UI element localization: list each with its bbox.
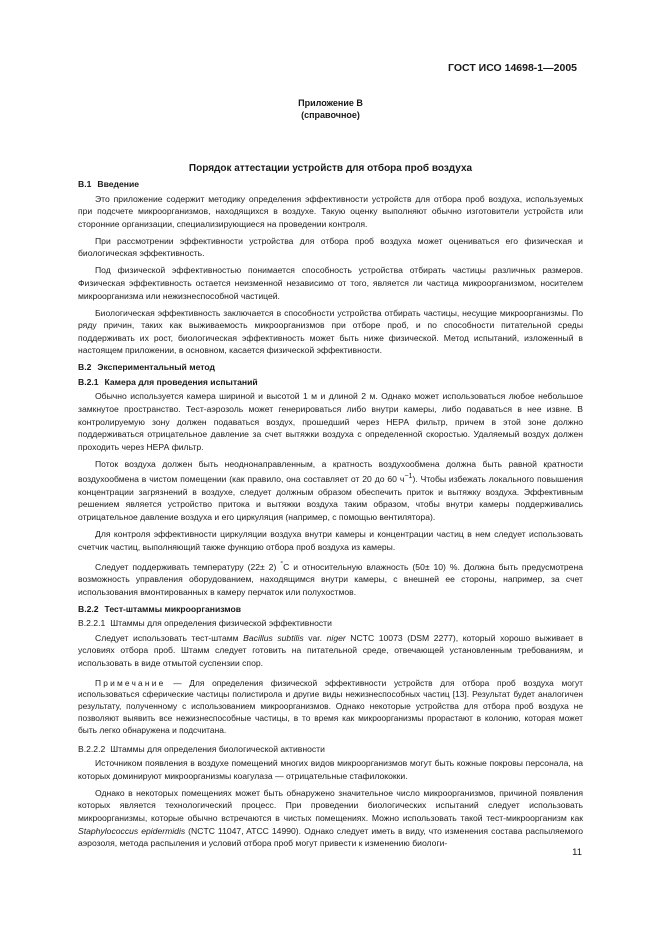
annex-kind: (справочное) [301,110,360,120]
paragraph: Обычно используется камера шириной и высотой 1 м и длиной 2 м. Однако может использоваться любое небольшое замкнутое пространство. Тест-аэрозоль может генерироваться либо внутри камеры, либо подаваться в нее извне. В контролируемую зону должен подаваться воздух, прошедший через НЕРА фильтр, причем в этой зоне должно поддерживаться отрицательное давление за счет вытяжки воздуха с определенной скоростью. Удаляемый воздух должен проходить через НЕРА фильтр. [78,391,583,452]
paragraph: Следует поддерживать температуру (22± 2) °С и относительную влажность (50± 10) %. Должна быть предусмотрена возможность управления оборудованием, находящимся внутри камеры, с внешней ее стороны, например, за счет использования вмонтированных в камеру перчаток или полухостмов. [78,559,583,597]
paragraph: Следует использовать тест-штамм Bacillus subtilis var. niger NCTC 10073 (DSM 2277), который хорошо выживает в условиях отбора проб. Штамм следует готовить на питательной среде, отвечающей установленным требованиям, и использовать в виде отмытой суспензии спор. [78,632,583,669]
annex-heading [0,97,661,121]
paragraph: Поток воздуха должен быть неоднонаправленным, а кратность воздухообмена должна быть равной кратности воздухообмена в чистом помещении (как правило, она составляет от 20 до 60 $ч^{-1}$). Чтобы избежать локального повышения концентрации загрязнений в воздухе, следует должным образом обеспечить приток и вытяжку воздуха. Эффективным решением является устройство притока и вытяжки воздуха таким образом, чтобы внутри камеры поддерживались отрицательное давление воздуха и его циркуляция (например, с помощью вентилятора). [78,458,583,523]
annex-title: Порядок аттестации устройств для отбора проб воздуха [188,163,473,174]
paragraph: Это приложение содержит методику определения эффективности устройств для отбора проб воздуха, используемых при подсчете микроорганизмов, находящихся в воздухе. Такую оценку выполняют обычно изготовители устройств или сторонние организации, специализирующиеся на проведении контроля. [78,193,583,229]
annex-label: Приложение В [298,98,363,108]
document-id: ГОСТ ИСО 14698-1—2005 [448,62,577,74]
note-label: Примечание [95,677,166,688]
paragraph: Источником появления в воздухе помещений многих видов микроорганизмов могут быть кожные покровы персонала, на которых доминируют микроорганизмы коагулаза — отрицательные стафилококки. [78,758,583,781]
paragraph: Под физической эффективностью понимается способность устройства отбирать частицы различных размеров. Физическая эффективность остается неизменной независимо от того, является ли частица микроорганизмом, носителем микроорганизма или нежизнеспособной частицей. [78,265,583,301]
document-body [78,178,583,854]
section-heading-b21: В.2.1 Камера для проведения испытаний [78,376,258,387]
section-heading-b22: В.2.2 Тест-штаммы микроорганизмов [78,603,242,614]
page-number: 11 [572,847,582,858]
section-heading-b222: В.2.2.2 Штаммы для определения биологической активности [78,743,325,754]
paragraph: Биологическая эффективность заключается в способности устройства отбирать частицы, несущие микроорганизмы. По ряду причин, таких как выживаемость микроорганизмов при отборе проб, и по способности питательной среды поддерживать их рост, биологическая эффективность может быть ниже физической. Метод испытаний, изложенный в настоящем приложении, в основном, касается физической эффективности. [78,307,583,356]
paragraph: Однако в некоторых помещениях может быть обнаружено значительное число микроорганизмов, причиной появления которых является технологический процесс. При проведении биологических испытаний следует использовать микроорганизмы, которые обычно встречаются в чистых помещениях. Можно использовать такой тест-микроорганизм как Staphylococcus epidermidis (NCTC 11047, ATCC 14990). Однако следует иметь в виду, что изменения состава распыляемого аэрозоля, метода распыления и условий отбора проб могут привести к изменению биологи- [78,787,583,849]
section-heading-b2: В.2 Экспериментальный метод [78,362,215,373]
section-heading-b221: В.2.2.1 Штаммы для определения физической эффективности [78,618,332,629]
paragraph: Для контроля эффективности циркуляции воздуха внутри камеры и концентрации частиц в нем следует использовать счетчик частиц, выполняющий также функцию отбора проб воздуха из камеры. [78,529,583,552]
paragraph: При рассмотрении эффективности устройства для отбора проб воздуха может оцениваться его физическая и биологическая эффективность. [78,235,583,259]
note-paragraph: Примечание — Для определения физической эффективности устройств для отбора проб воздуха могут использоваться сферические частицы полистирола и другие виды нежизнеспособных частиц [13]. Результат будет аналогичен результату, полученному с использованием микроорганизмов. Однако некоторые устройства для отбора проб воздуха не позволяют выявить все нежизнеспособные частицы, в то время как микроорганизмы прорастают в колонию, которая может быть легко обнаружена и подсчитана. [78,677,583,735]
section-heading-b1: В.1 Введение [78,179,140,189]
